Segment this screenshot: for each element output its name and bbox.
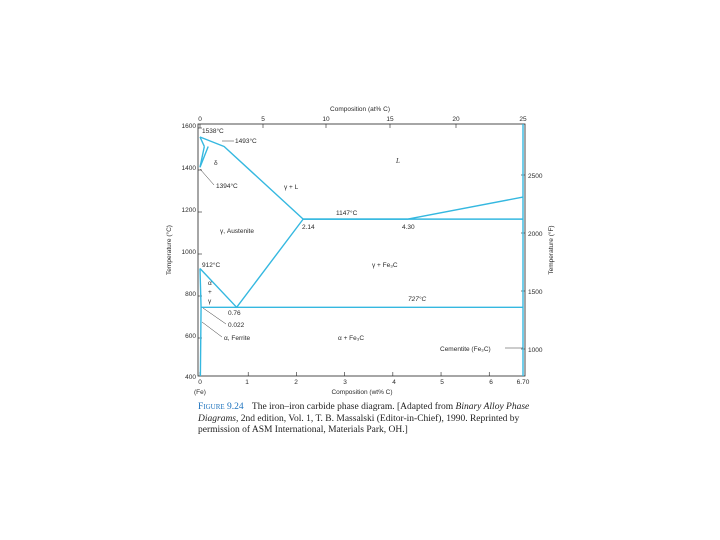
- right-tick: 2500: [528, 173, 543, 180]
- gamma-label: γ: [208, 298, 212, 305]
- comp-076-label: 0.76: [228, 310, 241, 317]
- left-tick: 1400: [181, 165, 196, 172]
- temp-727-label: 727°C: [408, 296, 427, 303]
- caption-text: The iron–iron carbide phase diagram. [Adapted from: [251, 402, 454, 412]
- ferrite-label: α, Ferrite: [224, 335, 251, 342]
- temp-1394-label: 1394°C: [216, 183, 238, 190]
- alpha-fe3c-label: α + Fe₃C: [338, 335, 365, 342]
- comp-0022-label: 0.022: [228, 322, 245, 329]
- top-tick: 5: [261, 116, 265, 123]
- comp-430-label: 4.30: [402, 224, 415, 231]
- bottom-left-label: (Fe): [194, 389, 206, 396]
- bottom-tick: 5: [440, 379, 444, 386]
- top-axis-title: Composition (at% C): [330, 106, 390, 113]
- bottom-tick: 6.70: [516, 379, 530, 386]
- left-axis: [165, 123, 196, 381]
- left-tick: 600: [185, 333, 196, 340]
- top-tick: 10: [322, 116, 330, 123]
- bottom-tick: 0: [198, 379, 202, 386]
- right-axis-title: Temperature (°F): [548, 225, 555, 275]
- top-tick: 25: [519, 116, 527, 123]
- temp-912-label: 912°C: [202, 262, 221, 269]
- alpha-label: α: [208, 280, 212, 287]
- temp-1538-label: 1538°C: [202, 128, 224, 135]
- temp-1147-label: 1147°C: [336, 210, 358, 217]
- figure-caption: [198, 402, 538, 437]
- top-axis: [198, 106, 527, 123]
- left-axis-title: Temperature (°C): [166, 225, 173, 275]
- bottom-tick: 3: [343, 379, 347, 386]
- plus-label: +: [208, 289, 212, 296]
- bottom-axis: [194, 379, 530, 396]
- comp-214-label: 2.14: [302, 224, 315, 231]
- liquid-label: L: [396, 157, 400, 165]
- gamma-fe3c-label: γ + Fe₃C: [372, 262, 398, 269]
- left-tick: 1200: [181, 207, 196, 214]
- cementite-label: Cementite (Fe₃C): [440, 346, 491, 353]
- right-tick: 1500: [528, 289, 543, 296]
- top-tick: 20: [452, 116, 460, 123]
- caption-source-title: Binary Alloy Phase Diagrams,: [198, 402, 530, 424]
- temp-1493-label: 1493°C: [235, 138, 257, 145]
- left-tick: 400: [185, 374, 196, 381]
- bottom-tick: 1: [245, 379, 249, 386]
- annotations: [200, 127, 523, 353]
- left-tick: 1600: [181, 123, 196, 130]
- phase-boundary-line: [200, 137, 303, 219]
- right-tick: 1000: [528, 347, 543, 354]
- right-tick: 2000: [528, 231, 543, 238]
- leader-line: [203, 308, 226, 324]
- caption-text-rest: 2nd edition, Vol. 1, T. B. Massalski (Editor-in-Chief), 1990. Reprinted by permission of ASM International, Materials Park, OH.]: [198, 413, 520, 435]
- bottom-tick: 2: [294, 379, 298, 386]
- bottom-axis-title: Composition (wt% C): [331, 389, 393, 396]
- top-tick: 0: [198, 116, 202, 123]
- delta-label: δ: [214, 160, 218, 167]
- bottom-tick: 6: [489, 379, 493, 386]
- leader-line: [202, 322, 222, 337]
- left-tick: 1000: [181, 249, 196, 256]
- top-tick: 15: [386, 116, 394, 123]
- bottom-tick: 4: [392, 379, 396, 386]
- phase-boundary-line: [200, 268, 201, 376]
- leader-line: [200, 169, 214, 185]
- figure-number: Figure 9.24: [198, 402, 244, 412]
- gamma-liquid-label: γ + L: [284, 184, 299, 191]
- right-axis: [528, 173, 555, 354]
- austenite-label: γ, Austenite: [220, 228, 254, 235]
- left-tick: 800: [185, 291, 196, 298]
